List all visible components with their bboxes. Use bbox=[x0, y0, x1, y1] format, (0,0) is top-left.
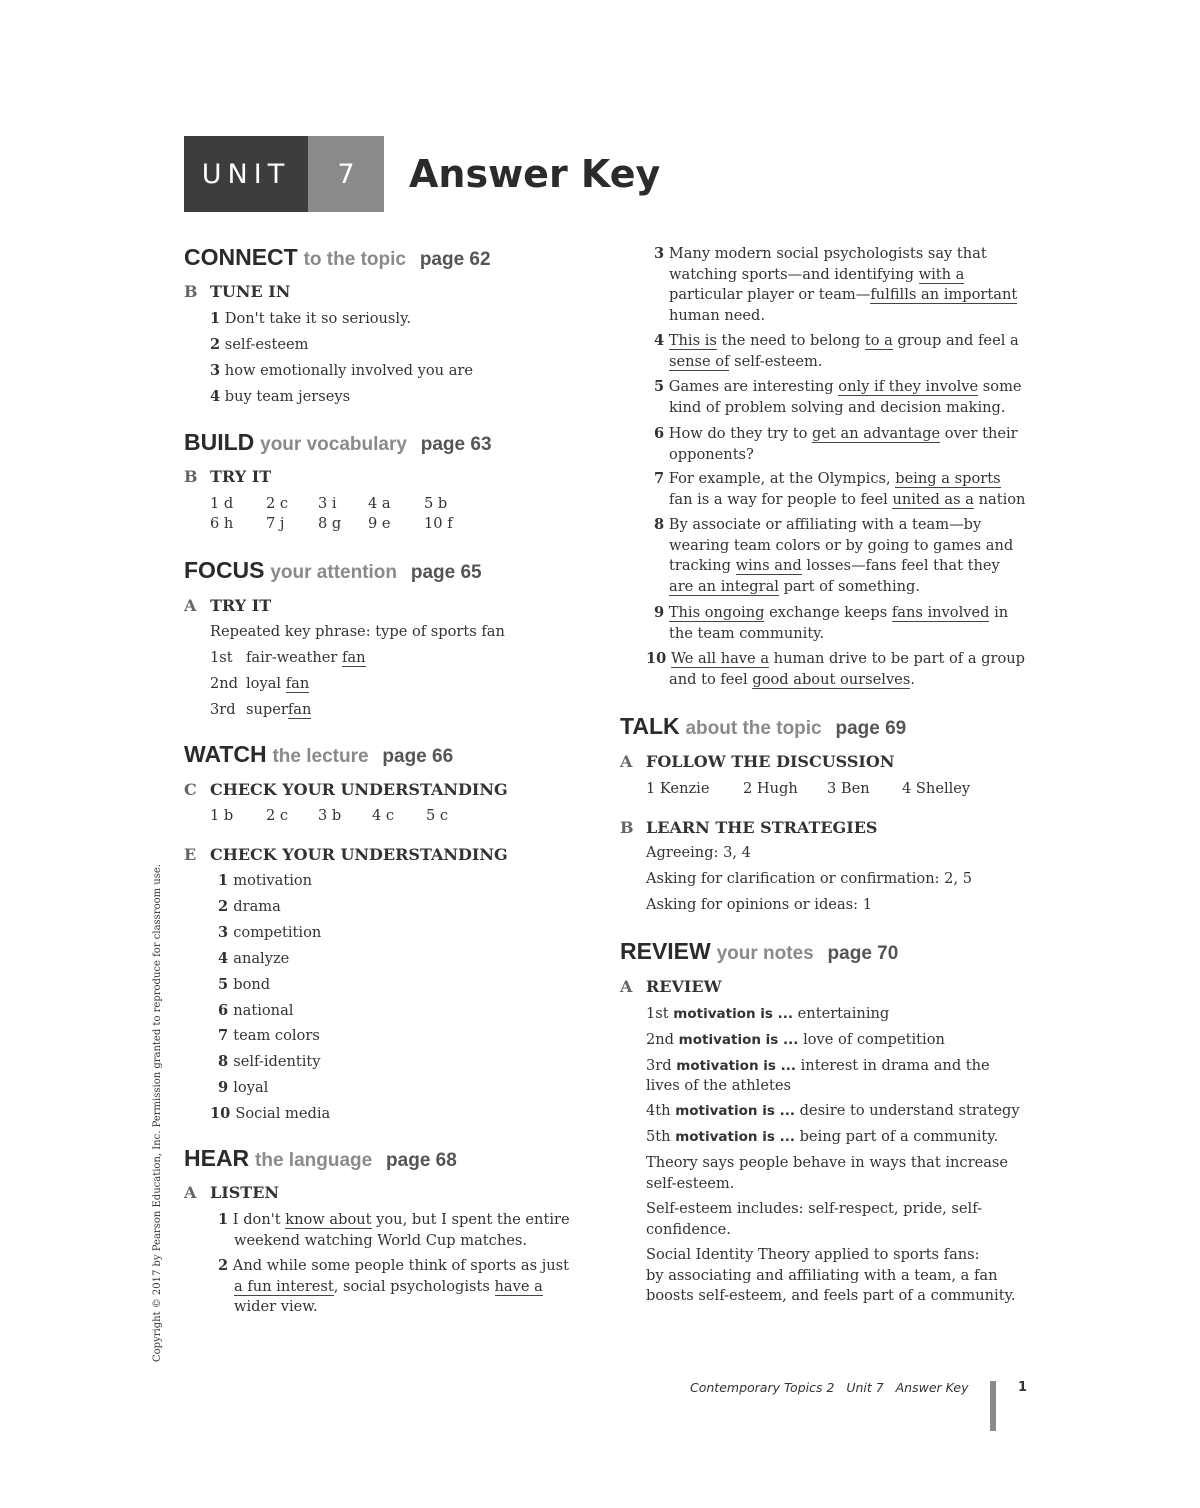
section-connect: CONNECT to the topic page 62 bbox=[184, 244, 491, 270]
motivation-item: 2nd motivation is ... love of competition bbox=[646, 1031, 945, 1048]
hear-item-4: 4 This is the need to belong to a group and feel a sense of self-esteem. bbox=[654, 332, 1019, 370]
motivation-continued: lives of the athletes bbox=[646, 1077, 791, 1094]
subheading-follow: A FOLLOW THE DISCUSSION bbox=[620, 752, 895, 771]
list-item: 3 how emotionally involved you are bbox=[210, 362, 474, 379]
self-esteem-line: Self-esteem includes: self-respect, pride, self- confidence. bbox=[646, 1200, 983, 1238]
answer-row: 1 b 2 c 3 b 4 c 5 c bbox=[210, 807, 449, 824]
hear-item-3: 3 Many modern social psychologists say that watching sports—and identifying with a particular player or team—fulfills an important human need. bbox=[654, 245, 1018, 324]
repeated-phrase: Repeated key phrase: type of sports fan bbox=[210, 623, 505, 640]
list-item: 10 Social media bbox=[210, 1105, 331, 1123]
theory-line: Theory says people behave in ways that increase self-esteem. bbox=[646, 1154, 1009, 1192]
subheading-review: A REVIEW bbox=[620, 977, 722, 996]
list-item: 5 bond bbox=[218, 975, 271, 993]
hear-item-5: 5 Games are interesting only if they involve some kind of problem solving and decision making. bbox=[654, 378, 1022, 416]
unit-label: UNIT bbox=[184, 136, 308, 212]
section-talk: TALK about the topic page 69 bbox=[620, 713, 907, 739]
motivation-item: 1st motivation is ... entertaining bbox=[646, 1005, 890, 1022]
answer-row: 1 d 2 c 3 i 4 a 5 b bbox=[210, 495, 448, 512]
footer-text: Contemporary Topics 2 Unit 7 Answer Key bbox=[690, 1380, 969, 1395]
list-item: 6 national bbox=[218, 1001, 294, 1019]
strategy-line: Agreeing: 3, 4 bbox=[646, 844, 751, 861]
subheading-check: C CHECK YOUR UNDERSTANDING bbox=[184, 780, 508, 799]
section-review: REVIEW your notes page 70 bbox=[620, 938, 899, 964]
list-item: 1 motivation bbox=[218, 872, 313, 889]
list-item: 1st fair-weather fan bbox=[210, 649, 366, 666]
subheading-strategies: B LEARN THE STRATEGIES bbox=[620, 818, 878, 837]
page-number: 1 bbox=[1018, 1380, 1028, 1395]
subheading-try-it: A TRY IT bbox=[184, 596, 272, 615]
list-item: 3 competition bbox=[218, 923, 322, 941]
subheading-listen: A LISTEN bbox=[184, 1183, 280, 1202]
unit-number: 7 bbox=[308, 136, 384, 212]
list-item: 3rd superfan bbox=[210, 701, 312, 718]
strategy-line: Asking for opinions or ideas: 1 bbox=[646, 896, 872, 913]
section-focus: FOCUS your attention page 65 bbox=[184, 557, 482, 583]
copyright-notice: Copyright © 2017 by Pearson Education, Inc. Permission granted to reproduce for classroom use. bbox=[152, 864, 163, 1362]
footer-divider bbox=[990, 1381, 996, 1431]
motivation-item: 5th motivation is ... being part of a community. bbox=[646, 1128, 999, 1145]
strategy-line: Asking for clarification or confirmation: 2, 5 bbox=[646, 870, 973, 887]
hear-item-1: 1 I don't know about you, but I spent the entire weekend watching World Cup matches. bbox=[218, 1211, 570, 1249]
list-item: 2 drama bbox=[218, 897, 281, 915]
section-hear: HEAR the language page 68 bbox=[184, 1145, 457, 1171]
answer-row: 1 Kenzie 2 Hugh 3 Ben 4 Shelley bbox=[646, 780, 971, 797]
list-item: 4 analyze bbox=[218, 949, 290, 967]
social-identity-line: Social Identity Theory applied to sports fans: by associating and affiliating with a team, a fan boosts self-esteem, and feels part of a community. bbox=[646, 1246, 1016, 1304]
section-build: BUILD your vocabulary page 63 bbox=[184, 429, 492, 455]
hear-item-7: 7 For example, at the Olympics, being a sports fan is a way for people to feel united as a nation bbox=[654, 470, 1026, 508]
subheading-tune-in: B TUNE IN bbox=[184, 282, 291, 301]
hear-item-9: 9 This ongoing exchange keeps fans involved in the team community. bbox=[654, 604, 1009, 642]
list-item: 8 self-identity bbox=[218, 1053, 321, 1071]
list-item: 9 loyal bbox=[218, 1079, 269, 1097]
list-item: 7 team colors bbox=[218, 1027, 320, 1045]
motivation-item: 4th motivation is ... desire to understand strategy bbox=[646, 1102, 1020, 1119]
list-item: 2 self-esteem bbox=[210, 336, 309, 353]
list-item: 2nd loyal fan bbox=[210, 675, 310, 692]
hear-item-10: 10 We all have a human drive to be part of a group and to feel good about ourselves. bbox=[646, 650, 1026, 688]
answer-row: 6 h 7 j 8 g 9 e 10 f bbox=[210, 515, 453, 532]
motivation-item: 3rd motivation is ... interest in drama and the bbox=[646, 1057, 990, 1074]
page-title: Answer Key bbox=[409, 152, 661, 196]
subheading-check: E CHECK YOUR UNDERSTANDING bbox=[184, 845, 508, 864]
list-item: 4 buy team jerseys bbox=[210, 388, 351, 405]
section-watch: WATCH the lecture page 66 bbox=[184, 741, 454, 767]
hear-item-8: 8 By associate or affiliating with a team—by wearing team colors or by going to games and tracking wins and losses—fans feel that they are an integral part of something. bbox=[654, 516, 1014, 595]
subheading-try-it: B TRY IT bbox=[184, 467, 272, 486]
hear-item-2: 2 And while some people think of sports as just a fun interest, social psychologists have a wider view. bbox=[218, 1257, 569, 1315]
list-item: 1 Don't take it so seriously. bbox=[210, 310, 412, 327]
hear-item-6: 6 How do they try to get an advantage over their opponents? bbox=[654, 425, 1018, 463]
